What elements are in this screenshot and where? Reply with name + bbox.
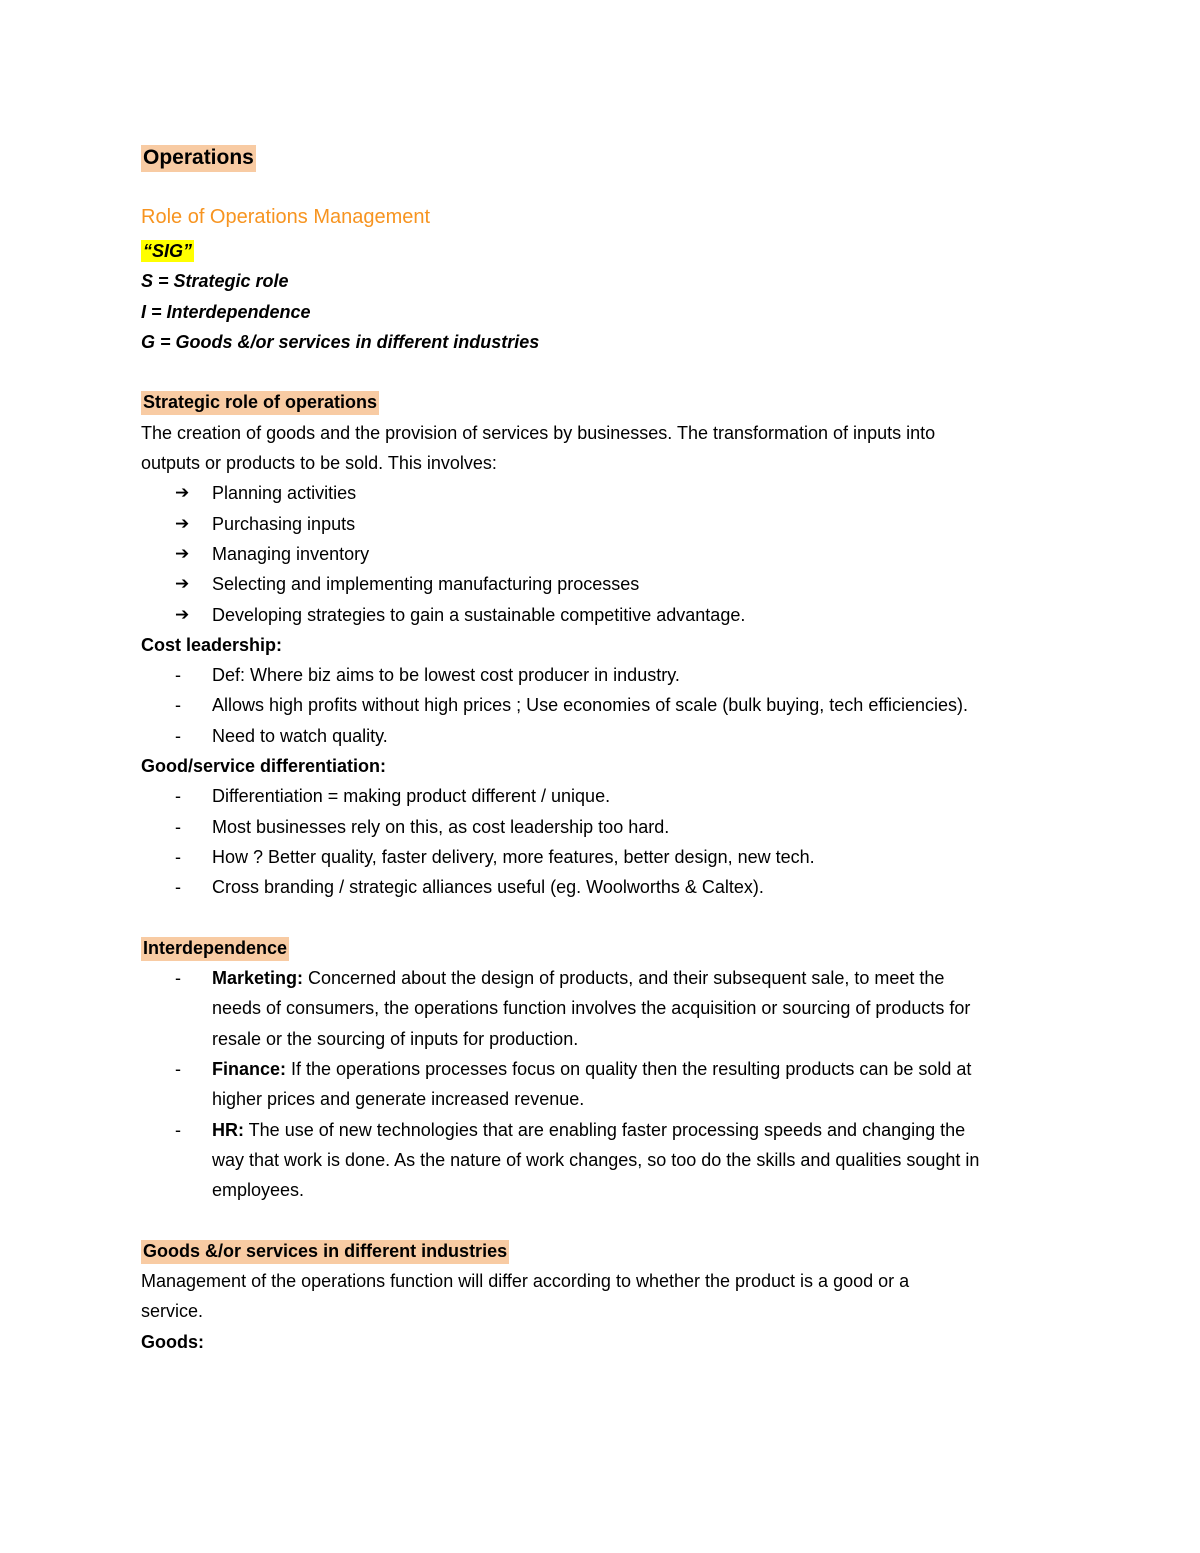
mnemonic-line-g: G = Goods &/or services in different industries	[141, 331, 540, 352]
spacer	[141, 903, 1071, 933]
dash-bullet: -	[175, 1059, 181, 1080]
interdependence-marketing: - Marketing: Concerned about the design of products, and their subsequent sale, to meet the needs of consumers, the operations function involves the acquisition or sourcing of products for resale or the sourcing of inputs for production.	[141, 963, 1071, 1054]
item-label: Finance:	[212, 1059, 287, 1080]
list-item: - Allows high profits without high prices ; Use economies of scale (bulk buying, tech efficiencies).	[141, 690, 1071, 720]
list-item: ➔ Selecting and implementing manufacturing processes	[141, 569, 1071, 599]
list-item: - Most businesses rely on this, as cost leadership too hard.	[141, 812, 1071, 842]
dash-bullet: -	[175, 665, 181, 686]
differentiation-heading: Good/service differentiation:	[141, 756, 387, 777]
interdependence-heading: Interdependence	[141, 933, 1071, 963]
role-heading: Role of Operations Management	[141, 206, 431, 228]
list-item: ➔ Purchasing inputs	[141, 509, 1071, 539]
arrow-icon: ➔	[175, 483, 190, 503]
strategic-intro-line-2: outputs or products to be sold. This involves:	[141, 453, 497, 474]
mnemonic-line-i: I = Interdependence	[141, 301, 311, 322]
list-item: - Need to watch quality.	[141, 721, 1071, 751]
dash-bullet: -	[175, 877, 181, 898]
list-item: - Def: Where biz aims to be lowest cost producer in industry.	[141, 660, 1071, 690]
dash-bullet: -	[175, 725, 181, 746]
mnemonic-label: “SIG”	[143, 241, 193, 261]
spacer	[141, 1206, 1071, 1236]
item-label: Marketing:	[212, 968, 304, 989]
arrow-icon: ➔	[175, 543, 190, 563]
arrow-icon: ➔	[175, 604, 190, 624]
strategic-intro-line-1: The creation of goods and the provision of services by businesses. The transformation of inputs into	[141, 422, 936, 443]
dash-bullet: -	[175, 786, 181, 807]
list-item: ➔ Managing inventory	[141, 539, 1071, 569]
dash-bullet: -	[175, 1119, 181, 1140]
arrow-icon: ➔	[175, 574, 190, 594]
interdependence-finance: - Finance: If the operations processes focus on quality then the resulting products can be sold at higher prices and generate increased revenue.	[141, 1054, 1071, 1115]
dash-bullet: -	[175, 968, 181, 989]
goods-label: Goods:	[141, 1331, 204, 1352]
list-item: ➔ Planning activities	[141, 478, 1071, 508]
goods-services-text-line-2: service.	[141, 1301, 204, 1322]
list-item: ➔ Developing strategies to gain a sustainable competitive advantage.	[141, 600, 1071, 630]
document-page	[141, 140, 1071, 1357]
list-item: - Differentiation = making product different / unique.	[141, 781, 1071, 811]
dash-bullet: -	[175, 816, 181, 837]
goods-services-heading: Goods &/or services in different industries	[141, 1236, 1071, 1266]
document-title: Operations	[141, 140, 1071, 176]
dash-bullet: -	[175, 695, 181, 716]
mnemonic-line-s: S = Strategic role	[141, 271, 289, 292]
goods-services-text-line-1: Management of the operations function will differ according to whether the product is a good or a	[141, 1271, 910, 1292]
strategic-heading: Strategic role of operations	[141, 387, 1071, 417]
spacer	[141, 357, 1071, 387]
cost-leadership-heading: Cost leadership:	[141, 634, 283, 655]
item-label: HR:	[212, 1119, 244, 1140]
arrow-icon: ➔	[175, 513, 190, 533]
list-item: - Cross branding / strategic alliances useful (eg. Woolworths & Caltex).	[141, 872, 1071, 902]
dash-bullet: -	[175, 846, 181, 867]
list-item: - How ? Better quality, faster delivery, more features, better design, new tech.	[141, 842, 1071, 872]
interdependence-hr: - HR: The use of new technologies that are enabling faster processing speeds and changing the way that work is done. As the nature of work changes, so too do the skills and qualities sought in employees.	[141, 1115, 1071, 1206]
